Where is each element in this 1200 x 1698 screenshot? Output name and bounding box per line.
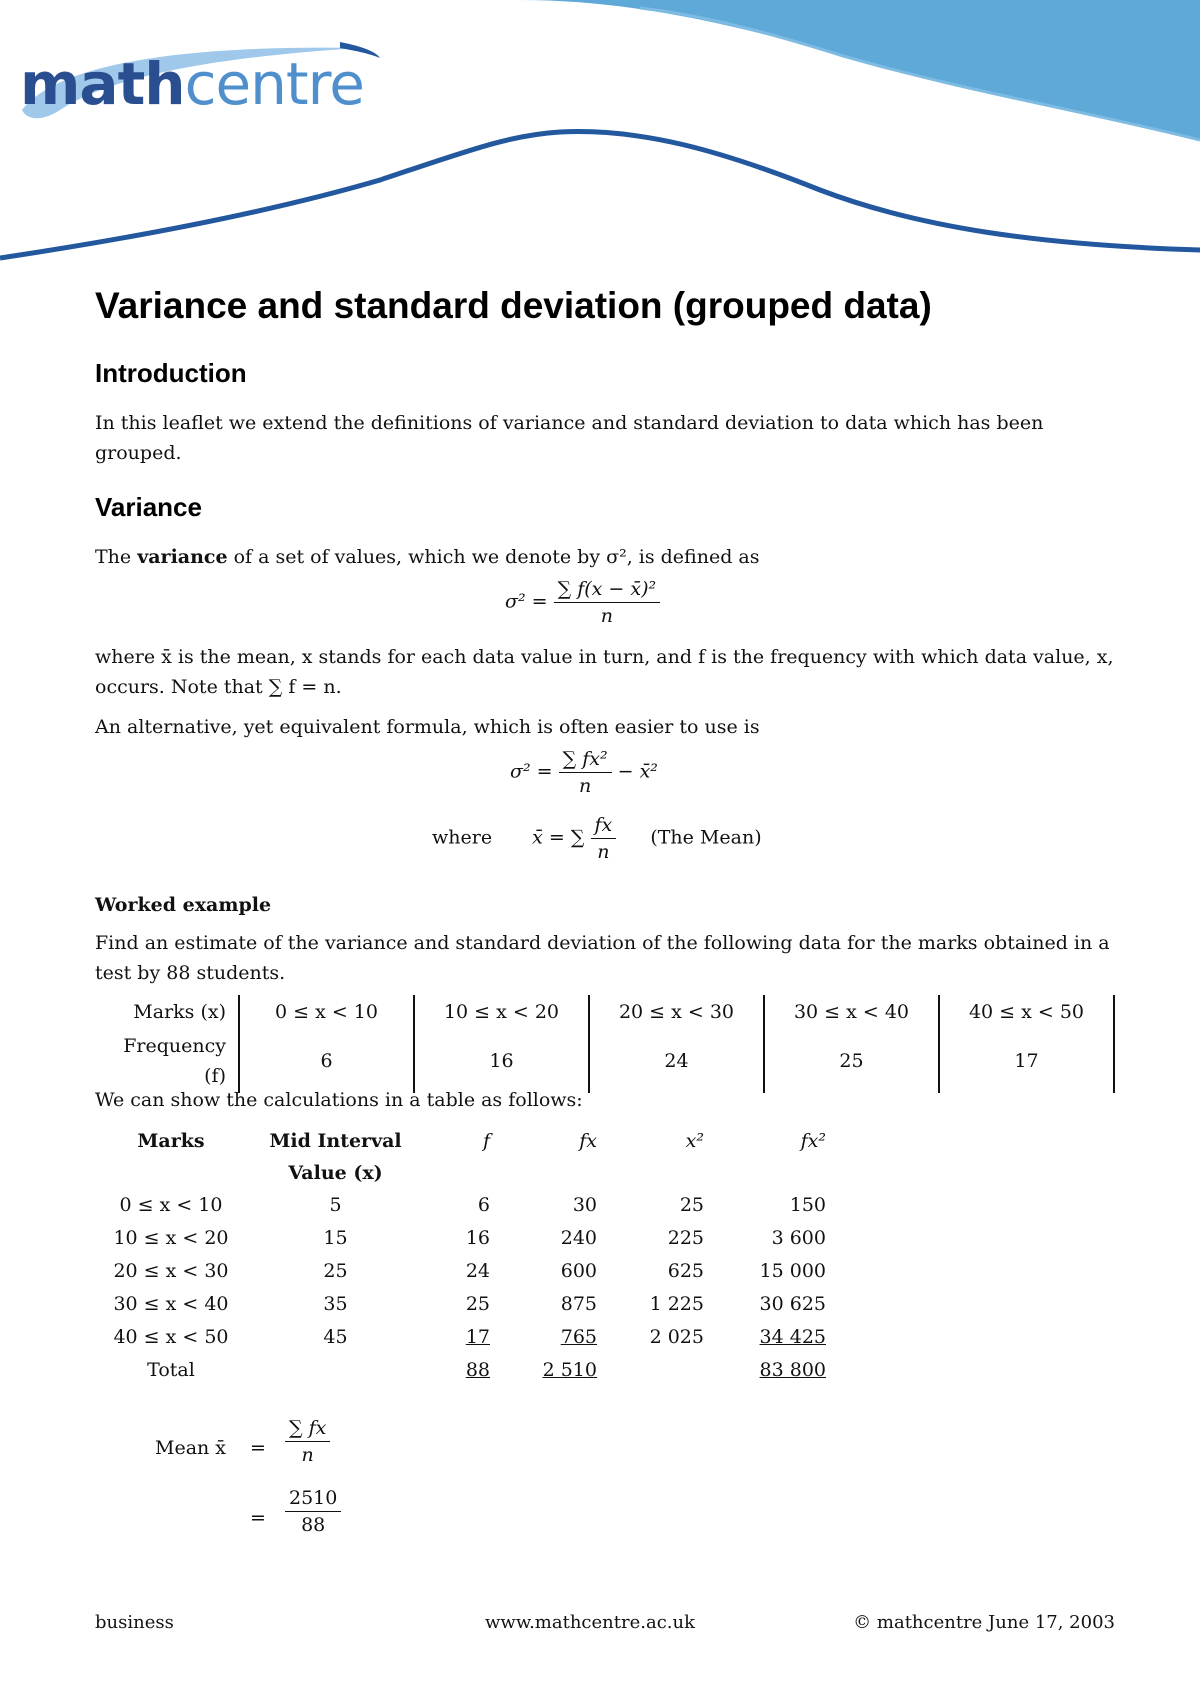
cell-x2: 2 025 [649, 1326, 704, 1348]
total-row [95, 1354, 832, 1387]
variance-explanation-paragraph: where x̄ is the mean, x stands for each data value in turn, and f is the frequency with which data value, x, occurs. Note that ∑ f = n. [95, 646, 1114, 698]
total-fx2: 83 800 [759, 1359, 826, 1381]
footer-website-link[interactable]: www.mathcentre.ac.uk [485, 1612, 696, 1633]
total-fx: 2 510 [542, 1359, 597, 1381]
cell-fx2: 15 000 [759, 1260, 826, 1282]
cell-mid: 45 [323, 1326, 348, 1348]
mean-denominator-1: n [301, 1444, 314, 1466]
frequency-cell: 25 [764, 1029, 939, 1093]
cell-x2: 625 [667, 1260, 704, 1282]
p1-bold-term: variance [137, 546, 228, 568]
mathcentre-logo [20, 38, 390, 133]
header-mid-line2: Value (x) [288, 1162, 383, 1184]
heading-worked-example: Worked example [95, 894, 272, 916]
heading-introduction: Introduction [95, 358, 247, 388]
cell-marks: 30 ≤ x < 40 [113, 1293, 229, 1315]
cell-fx2: 150 [789, 1194, 826, 1216]
mean-calculation-line2 [155, 1487, 455, 1536]
p1-text-after: of a set of values, which we denote by σ², is defined as [227, 546, 760, 568]
dark-swoosh-line [0, 132, 1200, 258]
frequency-cell: 16 [414, 1029, 589, 1093]
header-marks: Marks [137, 1130, 205, 1152]
frequency-cell: 17 [939, 1029, 1114, 1093]
f1-numerator: ∑ f(x − x̄)² [554, 578, 661, 603]
cell-marks: 40 ≤ x < 50 [113, 1326, 229, 1348]
frequency-cell: 6 [239, 1029, 414, 1093]
p1-text-before: The [95, 546, 138, 568]
cell-fx2: 34 425 [759, 1326, 826, 1348]
header-x2: x² [685, 1130, 704, 1152]
mean-equals-1: = [250, 1437, 266, 1459]
calculation-table [95, 1125, 832, 1387]
cell-x2: 25 [679, 1194, 704, 1216]
header-mid-line1: Mid Interval [269, 1130, 402, 1152]
header-f: f [482, 1130, 490, 1152]
f1-fraction [554, 578, 661, 627]
cell-marks: 0 ≤ x < 10 [119, 1194, 223, 1216]
cell-fx: 765 [560, 1326, 597, 1348]
table-row [95, 1321, 832, 1354]
interval-cell: 30 ≤ x < 40 [764, 995, 939, 1029]
cell-mid: 15 [323, 1227, 348, 1249]
cell-fx2: 3 600 [771, 1227, 826, 1249]
total-label: Total [147, 1359, 195, 1381]
mean-calculation-line1 [155, 1417, 455, 1466]
footer-copyright: © mathcentre June 17, 2003 [853, 1612, 1115, 1633]
marks-frequency-table [95, 995, 1115, 1093]
interval-cell: 0 ≤ x < 10 [239, 995, 414, 1029]
variance-formula-1 [505, 578, 660, 627]
header-mid-interval [247, 1125, 424, 1189]
f2-numerator: ∑ fx² [559, 748, 612, 773]
interval-cell: 20 ≤ x < 30 [589, 995, 764, 1029]
f3-numerator: fx [591, 814, 617, 839]
f2-lhs: σ² = [510, 760, 553, 783]
cell-mid: 35 [323, 1293, 348, 1315]
cell-x2: 1 225 [649, 1293, 704, 1315]
f3-denominator: n [597, 841, 610, 863]
table-row [95, 1222, 832, 1255]
table-row [95, 1255, 832, 1288]
mean-fraction-1 [285, 1417, 330, 1466]
intro-paragraph: In this leaflet we extend the definitions of variance and standard deviation to data which has been grouped. [95, 412, 1044, 464]
mean-numerator-2: 2510 [285, 1487, 341, 1512]
calc-table-intro: We can show the calculations in a table as follows: [95, 1089, 583, 1111]
cell-fx: 30 [572, 1194, 597, 1216]
cell-x2: 225 [667, 1227, 704, 1249]
cell-f: 16 [465, 1227, 490, 1249]
variance-formula-2 [510, 748, 658, 797]
f3-where-label: where [432, 826, 493, 849]
cell-fx2: 30 625 [759, 1293, 826, 1315]
frequency-cell: 24 [589, 1029, 764, 1093]
logo-wordmark [20, 38, 364, 130]
alternative-formula-intro: An alternative, yet equivalent formula, which is often easier to use is [95, 716, 760, 738]
variance-definition-paragraph [95, 542, 1115, 572]
total-mid-empty [247, 1354, 424, 1387]
cell-f: 6 [477, 1194, 490, 1216]
marks-row-label: Marks (x) [95, 995, 239, 1029]
logo-math-text: math [20, 50, 185, 118]
interval-cell: 40 ≤ x < 50 [939, 995, 1114, 1029]
mean-fraction-2 [285, 1487, 341, 1536]
mean-numerator-1: ∑ fx [285, 1417, 330, 1442]
f2-denominator: n [578, 775, 592, 797]
cell-mid: 25 [323, 1260, 348, 1282]
mean-equals-2: = [250, 1507, 266, 1529]
frequency-row-label: Frequency (f) [95, 1029, 239, 1093]
cell-marks: 10 ≤ x < 20 [113, 1227, 229, 1249]
f3-note: (The Mean) [650, 826, 762, 849]
f1-denominator: n [600, 605, 613, 627]
marks-row [95, 995, 1114, 1029]
cell-fx: 875 [560, 1293, 597, 1315]
page-title: Variance and standard deviation (grouped data) [95, 285, 932, 326]
f2-fraction [559, 748, 612, 797]
cell-f: 17 [465, 1326, 490, 1348]
total-f: 88 [465, 1359, 490, 1381]
interval-cell: 10 ≤ x < 20 [414, 995, 589, 1029]
footer-category: business [95, 1612, 174, 1633]
logo-centre-text: centre [184, 50, 364, 118]
calc-header-row [95, 1125, 832, 1189]
header-fx2: fx² [800, 1130, 826, 1152]
worked-example-paragraph: Find an estimate of the variance and standard deviation of the following data for the marks obtained in a test by 88 students. [95, 932, 1110, 984]
mean-denominator-2: 88 [301, 1514, 326, 1536]
mean-formula [432, 814, 762, 863]
mean-label: Mean x̄ [155, 1437, 227, 1459]
f2-rhs: − x̄² [617, 760, 658, 783]
table-row [95, 1189, 832, 1222]
table-row [95, 1288, 832, 1321]
frequency-row [95, 1029, 1114, 1093]
heading-variance: Variance [95, 492, 202, 522]
cell-f: 24 [465, 1260, 490, 1282]
f3-lhs: x̄ = ∑ [532, 826, 585, 849]
cell-fx: 600 [560, 1260, 597, 1282]
header-fx: fx [579, 1130, 597, 1152]
cell-f: 25 [465, 1293, 490, 1315]
cell-fx: 240 [560, 1227, 597, 1249]
cell-marks: 20 ≤ x < 30 [113, 1260, 229, 1282]
f3-fraction [591, 814, 617, 863]
total-x2-empty [603, 1354, 710, 1387]
f1-lhs: σ² = [505, 590, 548, 613]
cell-mid: 5 [329, 1194, 342, 1216]
